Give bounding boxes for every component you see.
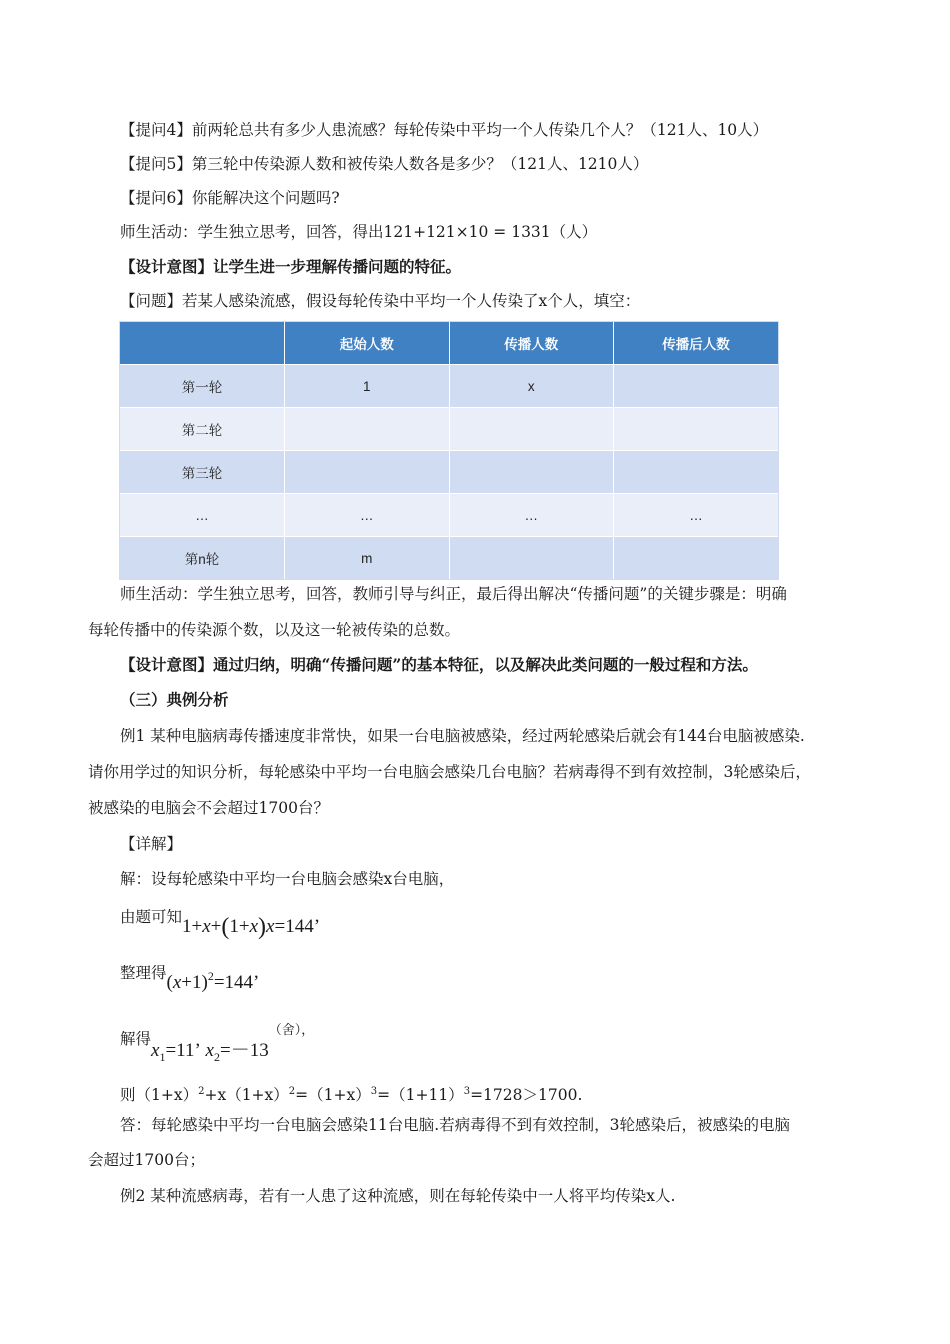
math-token: x [205,1040,214,1061]
propagation-table [120,322,778,579]
calc-part: 3 [463,1086,471,1097]
question-4: 【提问4】前两轮总共有多少人患流感？每轮传染中平均一个人传染几个人？（121人、10人） [120,121,769,139]
table-row [120,537,778,580]
math-token: + [191,916,203,937]
math-token: x [151,1040,160,1061]
equation-label: 解得 [120,1030,152,1048]
table-row [120,451,778,494]
math-token: ’ [313,916,321,937]
math-token: 144 [224,972,254,993]
math-token: =11’ [165,1040,201,1061]
table-cell [449,451,614,494]
design-intent-2: 【设计意图】通过归纳，明确“传播问题”的基本特征，以及解决此类问题的一般过程和方法。 [120,655,758,674]
table-cell: 第二轮 [120,408,285,451]
math-token: 2 [213,1050,220,1064]
table-cell [449,537,614,580]
math-token: + [238,916,250,937]
solution-line-1: 解：设每轮感染中平均一台电脑会感染x台电脑， [120,870,455,888]
calc-part: 则（1+x） [120,1086,199,1104]
calc-part: 3 [370,1086,378,1097]
table-cell [614,451,779,494]
section-title-examples: （三）典例分析 [120,690,229,709]
table-cell: m [285,537,450,580]
math-token: 1 [229,916,239,937]
math-token: ’ [253,972,260,993]
table-cell: x [449,365,614,408]
answer-line-1: 答：每轮感染中平均一台电脑会感染11台电脑.若病毒得不到有效控制，3轮感染后，被感染的电脑 [120,1116,791,1134]
equation-label: 由题可知 [120,908,183,926]
table-cell: 第n轮 [120,537,285,580]
math-token: ( [166,972,173,993]
table-cell [285,408,450,451]
equation-2 [167,966,260,993]
table-cell [614,537,779,580]
table-cell: … [285,494,450,537]
math-token: =－13 [219,1040,269,1061]
math-token: x [202,916,211,937]
math-token: 2 [207,969,214,983]
math-token: x [172,972,182,993]
table-row [120,494,778,537]
table-cell [449,408,614,451]
detail-heading: 【详解】 [120,835,183,853]
math-token: 1 [182,916,192,937]
example-2: 例2 某种流感病毒，若有一人患了这种流感，则在每轮传染中一人将平均传染x人. [120,1187,676,1205]
equation-1 [182,914,321,940]
math-token: ) [201,972,208,993]
calc-part: 2 [288,1086,296,1097]
activity-2-line-1: 师生活动：学生独立思考，回答，教师引导与纠正，最后得出解决“传播问题”的关键步骤是：明确 [120,585,787,603]
calc-part: +x（1+x） [204,1086,289,1104]
example-1-line-2: 请你用学过的知识分析，每轮感染中平均一台电脑会感染几台电脑？若病毒得不到有效控制，3轮感染后， [88,763,811,781]
math-token: + [210,916,222,937]
math-token: x [266,916,275,937]
math-token: 1 [192,972,202,993]
calc-part: =（1+x） [295,1086,371,1104]
math-token: = [213,972,225,993]
table-header-cell: 传播人数 [449,322,614,365]
calc-part: =1728＞1700. [470,1086,583,1104]
calc-part: 2 [198,1086,205,1097]
example-1-line-1: 例1 某种电脑病毒传播速度非常快，如果一台电脑被感染，经过两轮感染后就会有144台电脑被感染. [120,727,805,745]
design-intent-1: 【设计意图】让学生进一步理解传播问题的特征。 [120,257,462,276]
solution-equation-2 [120,963,900,997]
table-cell: 1 [285,365,450,408]
table-cell: 第一轮 [120,365,285,408]
table-cell: 第三轮 [120,451,285,494]
table-cell [614,408,779,451]
table-cell: … [120,494,285,537]
example-1-line-3: 被感染的电脑会不会超过1700台？ [88,799,329,817]
question-5: 【提问5】第三轮中传染源人数和被传染人数各是多少？（121人、1210人） [120,155,649,173]
table-header-cell [120,322,285,365]
equation-label: 整理得 [120,964,167,982]
activity-1: 师生活动：学生独立思考，回答，得出121+121×10 = 1331（人） [120,223,598,241]
math-token: ( [221,914,230,940]
activity-2-line-2: 每轮传播中的传染源个数，以及这一轮被传染的总数。 [88,621,461,639]
verification-line [120,1082,900,1105]
math-token: ) [258,914,267,940]
math-token: + [181,972,192,993]
table-cell [614,365,779,408]
table-cell [285,451,450,494]
table-cell: … [449,494,614,537]
math-token: 144 [285,916,314,937]
answer-line-2: 会超过1700台； [88,1151,205,1169]
table-cell: … [614,494,779,537]
math-token: 1 [159,1050,166,1064]
solution-roots [120,1021,900,1064]
question-6: 【提问6】你能解决这个问题吗? [120,189,340,207]
problem-statement: 【问题】若某人感染流感，假设每轮传染中平均一个人传染了x个人，填空： [120,292,641,310]
table-row [120,365,778,408]
calc-part: =（1+11） [377,1086,464,1104]
math-token: = [274,916,286,937]
table-header-row [120,322,778,365]
math-token: x [249,916,259,937]
table-header-cell: 传播后人数 [614,322,779,365]
table-row [120,408,778,451]
roots-expression [151,1041,269,1067]
discard-note: （舍）， [268,1023,315,1038]
solution-equation-1 [120,907,900,941]
table-header-cell: 起始人数 [285,322,450,365]
